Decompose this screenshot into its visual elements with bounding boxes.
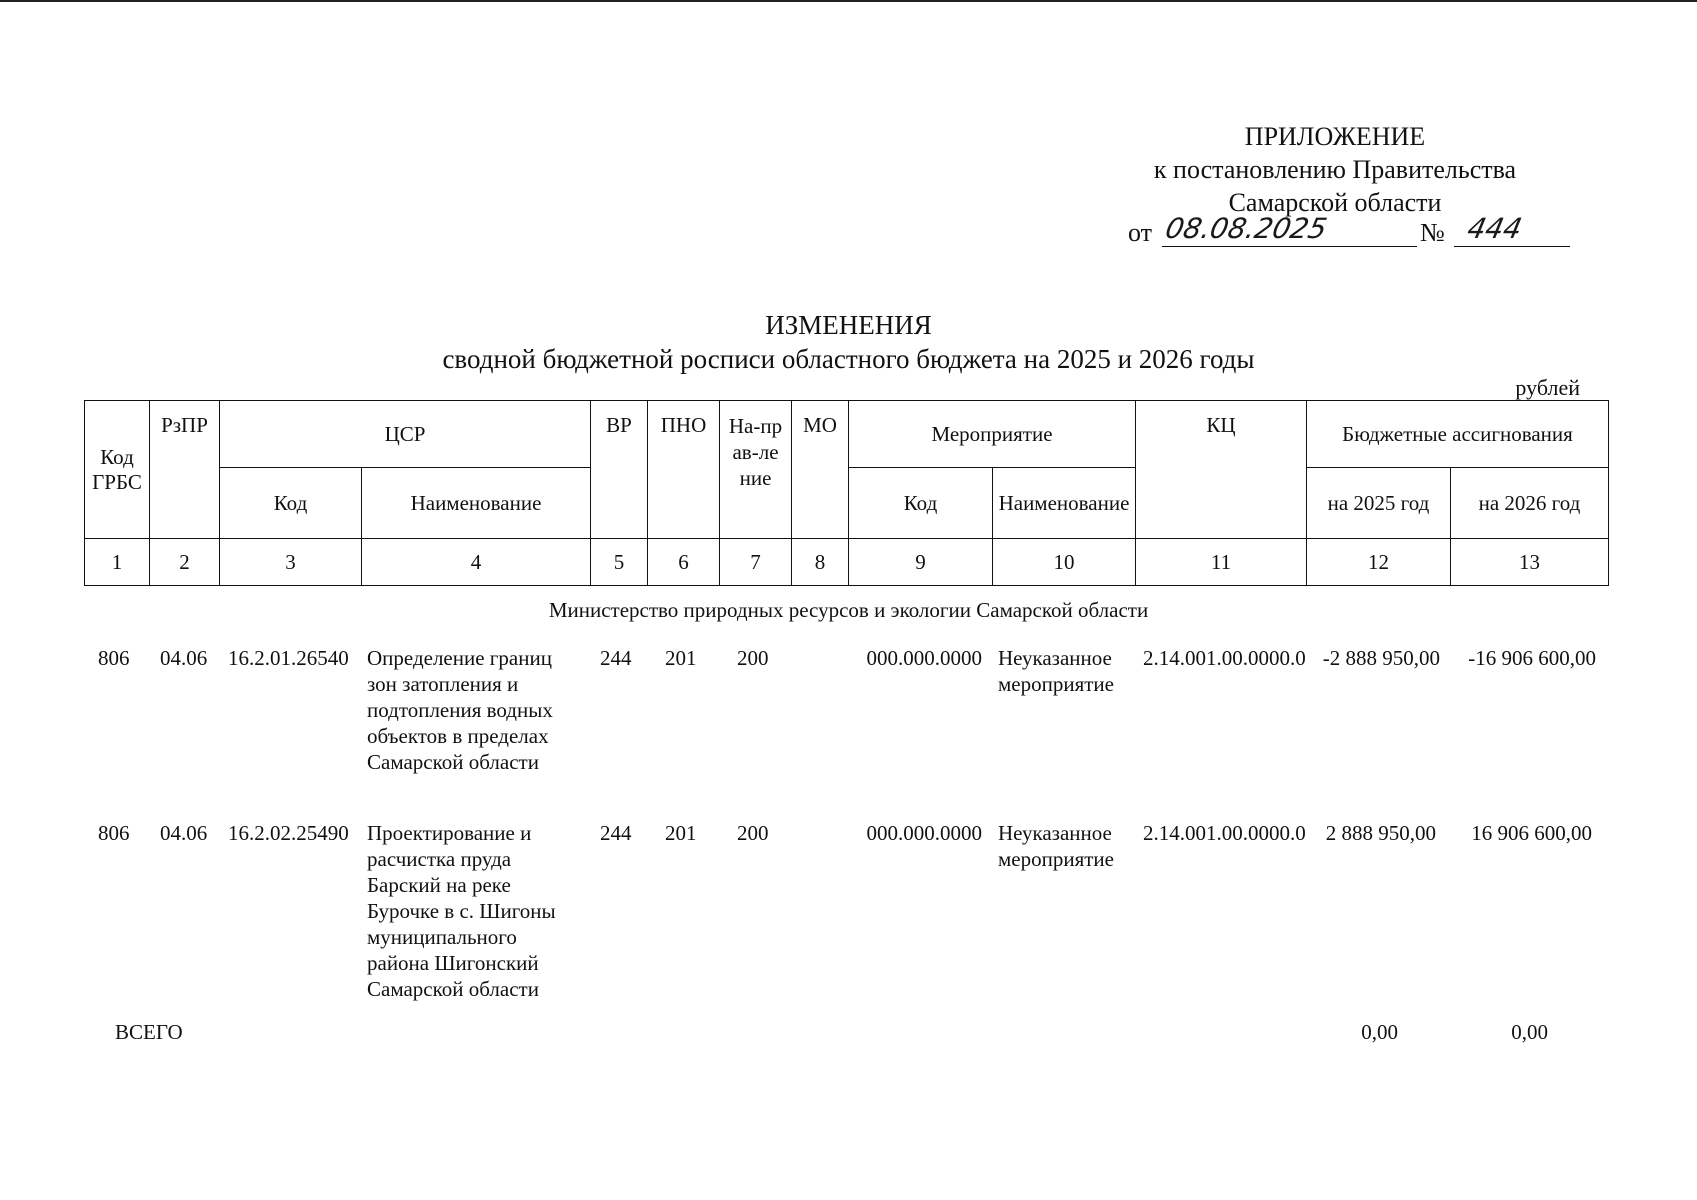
header-direction: На-прав-ление [720,401,792,539]
column-number: 8 [792,539,849,586]
top-border-line [0,0,1697,2]
number-field [1454,212,1570,247]
row-csr-code: 16.2.02.25490 [228,821,349,845]
header-budget: Бюджетные ассигнования [1307,401,1609,468]
column-number: 5 [591,539,648,586]
unit-label: рублей [1515,375,1580,400]
row-csr-name: Проектирование и расчистка пруда Барский на реке Бурочке в с. Шигоны муниципального района Шигонский Самарской области [367,821,556,1001]
header-csr-code: Код [220,468,362,539]
appendix-line-1: к постановлению Правительства [1153,155,1517,184]
header-event-name: Наименование [993,468,1136,539]
document-subtitle: сводной бюджетной росписи областного бюджета на 2025 и 2026 годы [442,344,1255,374]
number-prefix: № [1420,218,1445,247]
row-vr: 244 [600,646,632,670]
column-number: 7 [720,539,792,586]
row-rzpr: 04.06 [160,646,208,670]
row-kc: 2.14.001.00.0000.0 [1143,821,1306,845]
handwritten-number: 444 [1464,212,1525,245]
column-number: 6 [648,539,720,586]
header-csr-name: Наименование [362,468,591,539]
row-event-name: Неуказанное мероприятие [998,646,1114,696]
total-sum-2026: 0,00 [1511,1020,1548,1044]
header-table [84,400,1609,586]
column-number: 2 [150,539,220,586]
total-label: ВСЕГО [115,1020,183,1044]
total-sum-2025: 0,00 [1361,1020,1398,1044]
handwritten-date: 08.08.2025 [1162,212,1330,245]
document-title: ИЗМЕНЕНИЯ [765,310,932,340]
row-event-code: 000.000.0000 [866,821,982,845]
row-sum-2026: 16 906 600,00 [1471,821,1592,845]
row-sum-2025: 2 888 950,00 [1325,821,1436,845]
row-event-code: 000.000.0000 [866,646,982,670]
column-number: 11 [1136,539,1307,586]
header-pno: ПНО [648,401,720,539]
row-sum-2026: -16 906 600,00 [1468,646,1596,670]
appendix-header [1100,120,1570,219]
decree-date-number [1128,212,1570,248]
row-kc: 2.14.001.00.0000.0 [1143,646,1306,670]
header-event: Мероприятие [849,401,1136,468]
date-field [1162,212,1417,247]
column-number: 3 [220,539,362,586]
date-prefix: от [1128,218,1153,247]
row-rzpr: 04.06 [160,821,208,845]
header-vr: ВР [591,401,648,539]
column-number: 12 [1307,539,1451,586]
column-number: 4 [362,539,591,586]
header-year-2026: на 2026 год [1451,468,1609,539]
ministry-name: Министерство природных ресурсов и экологии Самарской области [548,598,1149,622]
row-csr-code: 16.2.01.26540 [228,646,349,670]
row-pno: 201 [665,646,697,670]
column-number: 13 [1451,539,1609,586]
row-grbs: 806 [98,646,130,670]
row-direction: 200 [737,646,769,670]
row-event-name: Неуказанное мероприятие [998,821,1114,871]
row-csr-name: Определение границ зон затопления и подтопления водных объектов в пределах Самарской области [367,646,553,774]
header-grbs: Код ГРБС [85,401,150,539]
appendix-line-2: Самарской области [1228,188,1442,217]
header-mo: МО [792,401,849,539]
column-number: 1 [85,539,150,586]
row-direction: 200 [737,821,769,845]
header-event-code: Код [849,468,993,539]
header-year-2025: на 2025 год [1307,468,1451,539]
row-pno: 201 [665,821,697,845]
row-sum-2025: -2 888 950,00 [1322,646,1440,670]
header-rzpr: РзПР [150,401,220,539]
header-kc: КЦ [1136,401,1307,539]
column-number: 10 [993,539,1136,586]
row-grbs: 806 [98,821,130,845]
appendix-title: ПРИЛОЖЕНИЕ [1244,122,1426,151]
row-vr: 244 [600,821,632,845]
column-number: 9 [849,539,993,586]
header-csr: ЦСР [220,401,591,468]
